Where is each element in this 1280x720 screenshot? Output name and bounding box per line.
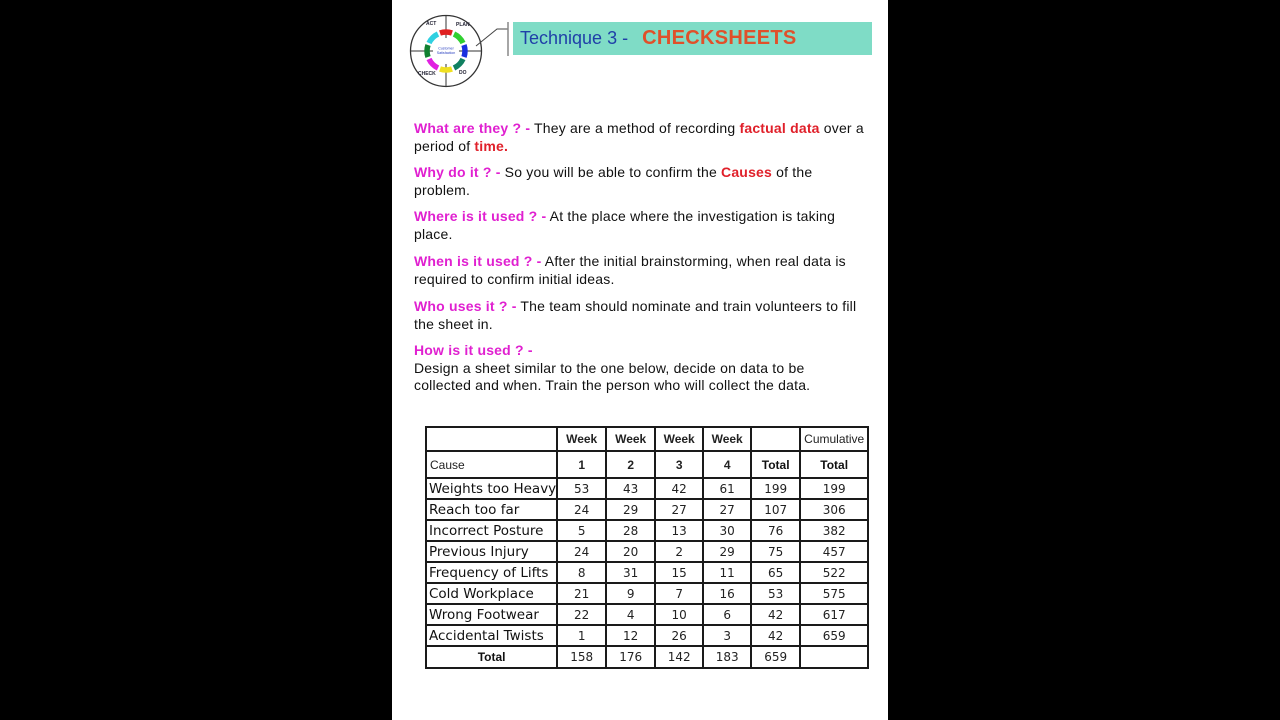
- section-why: Why do it ? - So you will be able to confirm the Causes of the problem.: [414, 164, 813, 198]
- column-header: Week: [557, 427, 606, 451]
- svg-text:DO: DO: [459, 70, 467, 76]
- question-label: What are they ? -: [414, 120, 531, 136]
- column-header: 4: [703, 451, 751, 478]
- cause-cell: Accidental Twists: [426, 625, 557, 646]
- checksheet-table: [425, 426, 869, 669]
- question-label: How is it used ? -: [414, 342, 533, 358]
- table-row: Weights too Heavy 53 43 42 61 199 199: [426, 478, 868, 499]
- highlight-text: time.: [474, 137, 509, 154]
- cause-cell: Cold Workplace: [426, 583, 557, 604]
- section-how: [414, 342, 864, 395]
- column-header-cause: Cause: [426, 451, 557, 478]
- cause-cell: Previous Injury: [426, 541, 557, 562]
- column-header: 2: [606, 451, 655, 478]
- column-header: 1: [557, 451, 606, 478]
- header-row-1: [426, 427, 868, 451]
- table-row: Previous Injury 24 20 2 29 75 457: [426, 541, 868, 562]
- highlight-text: factual data: [739, 120, 820, 136]
- question-label: When is it used ? -: [414, 253, 542, 269]
- svg-text:ACT: ACT: [426, 21, 437, 27]
- answer-text: Design a sheet similar to the one below, decide on data to be collected and when. Train the person who will collect the data.: [414, 359, 811, 393]
- question-label: Why do it ? -: [414, 164, 501, 180]
- column-header: Cumulative: [800, 427, 868, 451]
- section-where: [414, 208, 864, 243]
- answer-text: The team should nominate and train volunteers to fill the sheet in.: [414, 298, 857, 332]
- column-header: 3: [655, 451, 703, 478]
- column-header: Week: [703, 427, 751, 451]
- cause-cell: Frequency of Lifts: [426, 562, 557, 583]
- table-row: Accidental Twists 1 12 26 3 42 659: [426, 625, 868, 646]
- column-header: Week: [606, 427, 655, 451]
- section-who: [414, 298, 864, 333]
- title-prefix: Technique 3 -: [520, 28, 629, 48]
- question-label: Who uses it ? -: [414, 298, 517, 314]
- page-title: CHECKSHEETS: [642, 27, 797, 49]
- svg-text:Satisfaction: Satisfaction: [436, 51, 456, 55]
- total-label: Total: [426, 646, 557, 668]
- section-when: [414, 253, 864, 288]
- question-label: Where is it used ? -: [414, 208, 547, 224]
- cause-cell: Incorrect Posture: [426, 520, 557, 541]
- answer-text: After the initial brainstorming, when real data is required to confirm initial ideas.: [414, 253, 846, 287]
- answer-text: At the place where the investigation is taking place.: [414, 208, 836, 242]
- document-page: [392, 0, 888, 720]
- svg-text:CHECK: CHECK: [418, 71, 436, 77]
- table-row: Frequency of Lifts 8 31 15 11 65 522: [426, 562, 868, 583]
- header-row-2: [426, 451, 868, 478]
- table-row: Incorrect Posture 5 28 13 30 76 382: [426, 520, 868, 541]
- cause-cell: Wrong Footwear: [426, 604, 557, 625]
- svg-text:Customer: Customer: [438, 46, 454, 51]
- pdca-cycle-logo: [409, 14, 483, 88]
- title-banner: [513, 22, 872, 55]
- section-what: What are they ? - They are a method of recording factual data over a period of time.: [414, 120, 864, 154]
- svg-text:PLAN: PLAN: [456, 22, 470, 28]
- table-row: Reach too far 24 29 27 27 107 306: [426, 499, 868, 520]
- cause-cell: Reach too far: [426, 499, 557, 520]
- total-row: Total 158 176 142 183 659: [426, 646, 868, 668]
- column-header: Total: [751, 451, 800, 478]
- column-header: Week: [655, 427, 703, 451]
- cause-cell: Weights too Heavy: [426, 478, 557, 499]
- table-row: Wrong Footwear 22 4 10 6 42 617: [426, 604, 868, 625]
- column-header: Total: [800, 451, 868, 478]
- highlight-text: Causes: [721, 164, 773, 180]
- table-row: Cold Workplace 21 9 7 16 53 575: [426, 583, 868, 604]
